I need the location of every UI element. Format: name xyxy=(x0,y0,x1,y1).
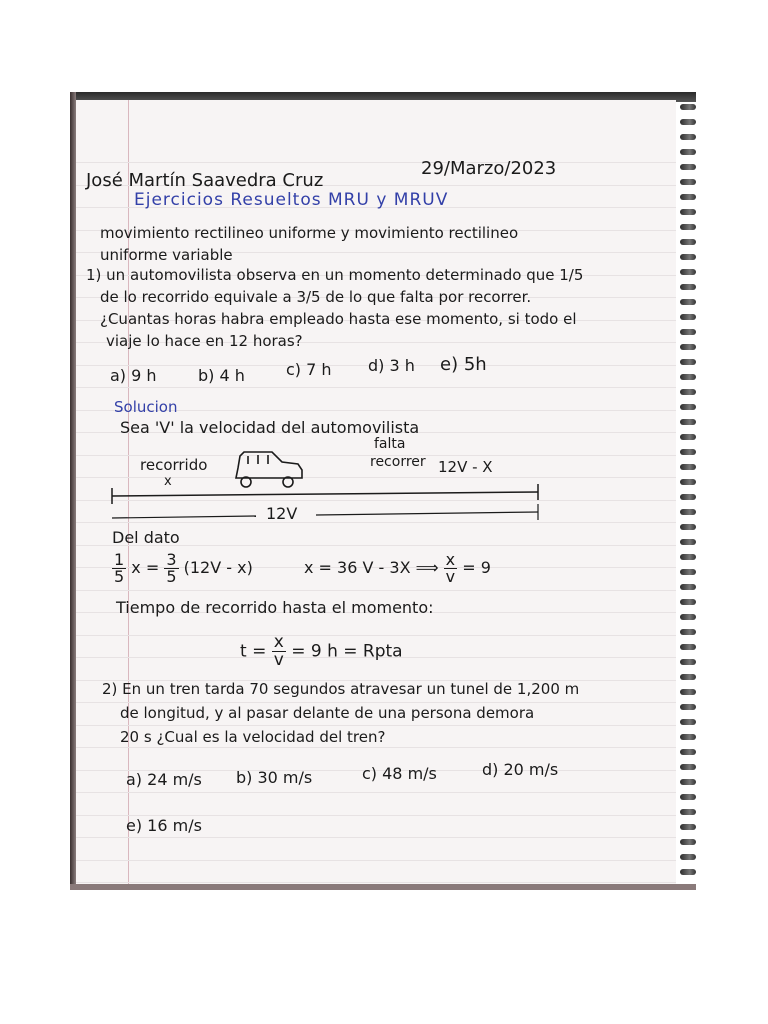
spiral-coil xyxy=(680,524,696,530)
measure-line-right xyxy=(316,512,538,515)
spiral-coil xyxy=(680,809,696,815)
rule-line xyxy=(76,162,676,163)
measure-line-left xyxy=(112,516,256,518)
spiral-coil xyxy=(680,794,696,800)
spiral-coil xyxy=(680,134,696,140)
spiral-coil xyxy=(680,419,696,425)
problem1-option-c: c) 7 h xyxy=(286,360,332,379)
spiral-coil xyxy=(680,209,696,215)
problem1-line-1: 1) un automovilista observa en un momento determinado que 1/5 xyxy=(86,266,584,284)
spiral-coil xyxy=(680,464,696,470)
spiral-coil xyxy=(680,224,696,230)
spiral-coil xyxy=(680,179,696,185)
rule-line xyxy=(76,837,676,838)
spiral-coil xyxy=(680,839,696,845)
spiral-coil xyxy=(680,359,696,365)
fraction-one-fifth: $\frac{1}{5}$ xyxy=(114,550,125,586)
spiral-coil xyxy=(680,404,696,410)
rule-line xyxy=(76,860,676,861)
spiral-coil xyxy=(680,719,696,725)
problem1-line-4: viaje lo hace en 12 horas? xyxy=(106,332,303,350)
tiempo-line: Tiempo de recorrido hasta el momento: xyxy=(116,598,434,617)
diagram-label-recorrer: recorrer xyxy=(370,454,426,470)
spiral-binding xyxy=(680,100,696,880)
rule-line xyxy=(76,590,676,591)
equation-2: x = 36 V - 3X ⟹ $\frac{x}{v}$ = 9 xyxy=(304,550,491,586)
fraction-x-over-v-time: $\frac{x}{v}$ xyxy=(273,632,284,670)
problem2-option-a: a) 24 m/s xyxy=(126,770,202,789)
spiral-coil xyxy=(680,479,696,485)
diagram-label-falta: falta xyxy=(374,436,406,452)
spiral-coil xyxy=(680,854,696,860)
spiral-coil xyxy=(680,749,696,755)
spiral-coil xyxy=(680,314,696,320)
rule-line xyxy=(76,702,676,703)
diagram-label-remaining: 12V - X xyxy=(438,458,493,476)
rule-line xyxy=(76,792,676,793)
rule-line xyxy=(76,725,676,726)
solution-let-line: Sea 'V' la velocidad del automovilista xyxy=(120,418,420,437)
solution-heading: Solucion xyxy=(114,398,178,416)
problem1-option-e: e) 5h xyxy=(440,354,487,375)
car-icon xyxy=(236,452,302,487)
del-dato: Del dato xyxy=(112,528,180,547)
problem1-option-a: a) 9 h xyxy=(110,366,157,385)
spiral-coil xyxy=(680,299,696,305)
problem2-option-b: b) 30 m/s xyxy=(236,768,313,787)
equation-1: $\frac{1}{5}$ x = $\frac{3}{5}$ (12V - x) xyxy=(114,550,253,586)
spiral-coil xyxy=(680,599,696,605)
time-equation: t = $\frac{x}{v}$ = 9 h = Rpta xyxy=(240,632,403,670)
diagram-label-recorrido: recorrido xyxy=(140,456,208,474)
spiral-coil xyxy=(680,764,696,770)
spiral-coil xyxy=(680,374,696,380)
author-name: José Martín Saavedra Cruz xyxy=(86,170,324,191)
spiral-coil xyxy=(680,554,696,560)
subtitle: Ejercicios Resueltos MRU y MRUV xyxy=(134,190,449,210)
spiral-coil xyxy=(680,269,696,275)
spiral-coil xyxy=(680,779,696,785)
intro-line-2: uniforme variable xyxy=(100,246,233,264)
spiral-coil xyxy=(680,644,696,650)
problem2-option-e: e) 16 m/s xyxy=(126,816,202,835)
problem1-option-d: d) 3 h xyxy=(368,356,415,375)
date: 29/Marzo/2023 xyxy=(421,158,557,179)
spiral-coil xyxy=(680,119,696,125)
spiral-coil xyxy=(680,869,696,875)
spiral-coil xyxy=(680,824,696,830)
spiral-coil xyxy=(680,284,696,290)
scan-bottom-edge xyxy=(70,884,696,890)
spiral-coil xyxy=(680,164,696,170)
spiral-coil xyxy=(680,254,696,260)
intro-line-1: movimiento rectilineo uniforme y movimiento rectilineo xyxy=(100,224,519,242)
spiral-coil xyxy=(680,659,696,665)
fraction-three-fifths: $\frac{3}{5}$ xyxy=(166,550,177,586)
spiral-coil xyxy=(680,104,696,110)
spiral-coil xyxy=(680,629,696,635)
problem2-option-c: c) 48 m/s xyxy=(362,764,437,783)
spiral-coil xyxy=(680,674,696,680)
spiral-coil xyxy=(680,434,696,440)
fraction-x-over-v: $\frac{x}{v}$ xyxy=(445,550,456,586)
spiral-coil xyxy=(680,509,696,515)
spiral-coil xyxy=(680,734,696,740)
spiral-coil xyxy=(680,494,696,500)
spiral-coil xyxy=(680,239,696,245)
road-line xyxy=(112,492,538,496)
spiral-coil xyxy=(680,689,696,695)
spiral-coil xyxy=(680,194,696,200)
diagram-label-total: 12V xyxy=(266,504,298,523)
rule-line xyxy=(76,882,676,883)
spiral-coil xyxy=(680,584,696,590)
spiral-coil xyxy=(680,389,696,395)
problem1-line-3: ¿Cuantas horas habra empleado hasta ese momento, si todo el xyxy=(100,310,577,328)
problem2-option-d: d) 20 m/s xyxy=(482,760,559,779)
problem1-line-2: de lo recorrido equivale a 3/5 de lo que falta por recorrer. xyxy=(100,288,532,306)
diagram-label-x: x xyxy=(164,474,172,489)
spiral-coil xyxy=(680,569,696,575)
diagram-lines xyxy=(76,430,676,530)
spiral-coil xyxy=(680,344,696,350)
spiral-coil xyxy=(680,449,696,455)
problem2-line-3: 20 s ¿Cual es la velocidad del tren? xyxy=(120,728,386,746)
problem2-line-2: de longitud, y al pasar delante de una persona demora xyxy=(120,704,535,722)
spiral-coil xyxy=(680,329,696,335)
spiral-coil xyxy=(680,614,696,620)
rule-line xyxy=(76,747,676,748)
spiral-coil xyxy=(680,149,696,155)
motion-diagram xyxy=(76,430,676,530)
rule-line xyxy=(76,387,676,388)
spiral-coil xyxy=(680,704,696,710)
spiral-coil xyxy=(680,539,696,545)
problem2-line-1: 2) En un tren tarda 70 segundos atravesar un tunel de 1,200 m xyxy=(102,680,580,698)
notebook-page xyxy=(76,100,676,888)
problem1-option-b: b) 4 h xyxy=(198,366,245,385)
